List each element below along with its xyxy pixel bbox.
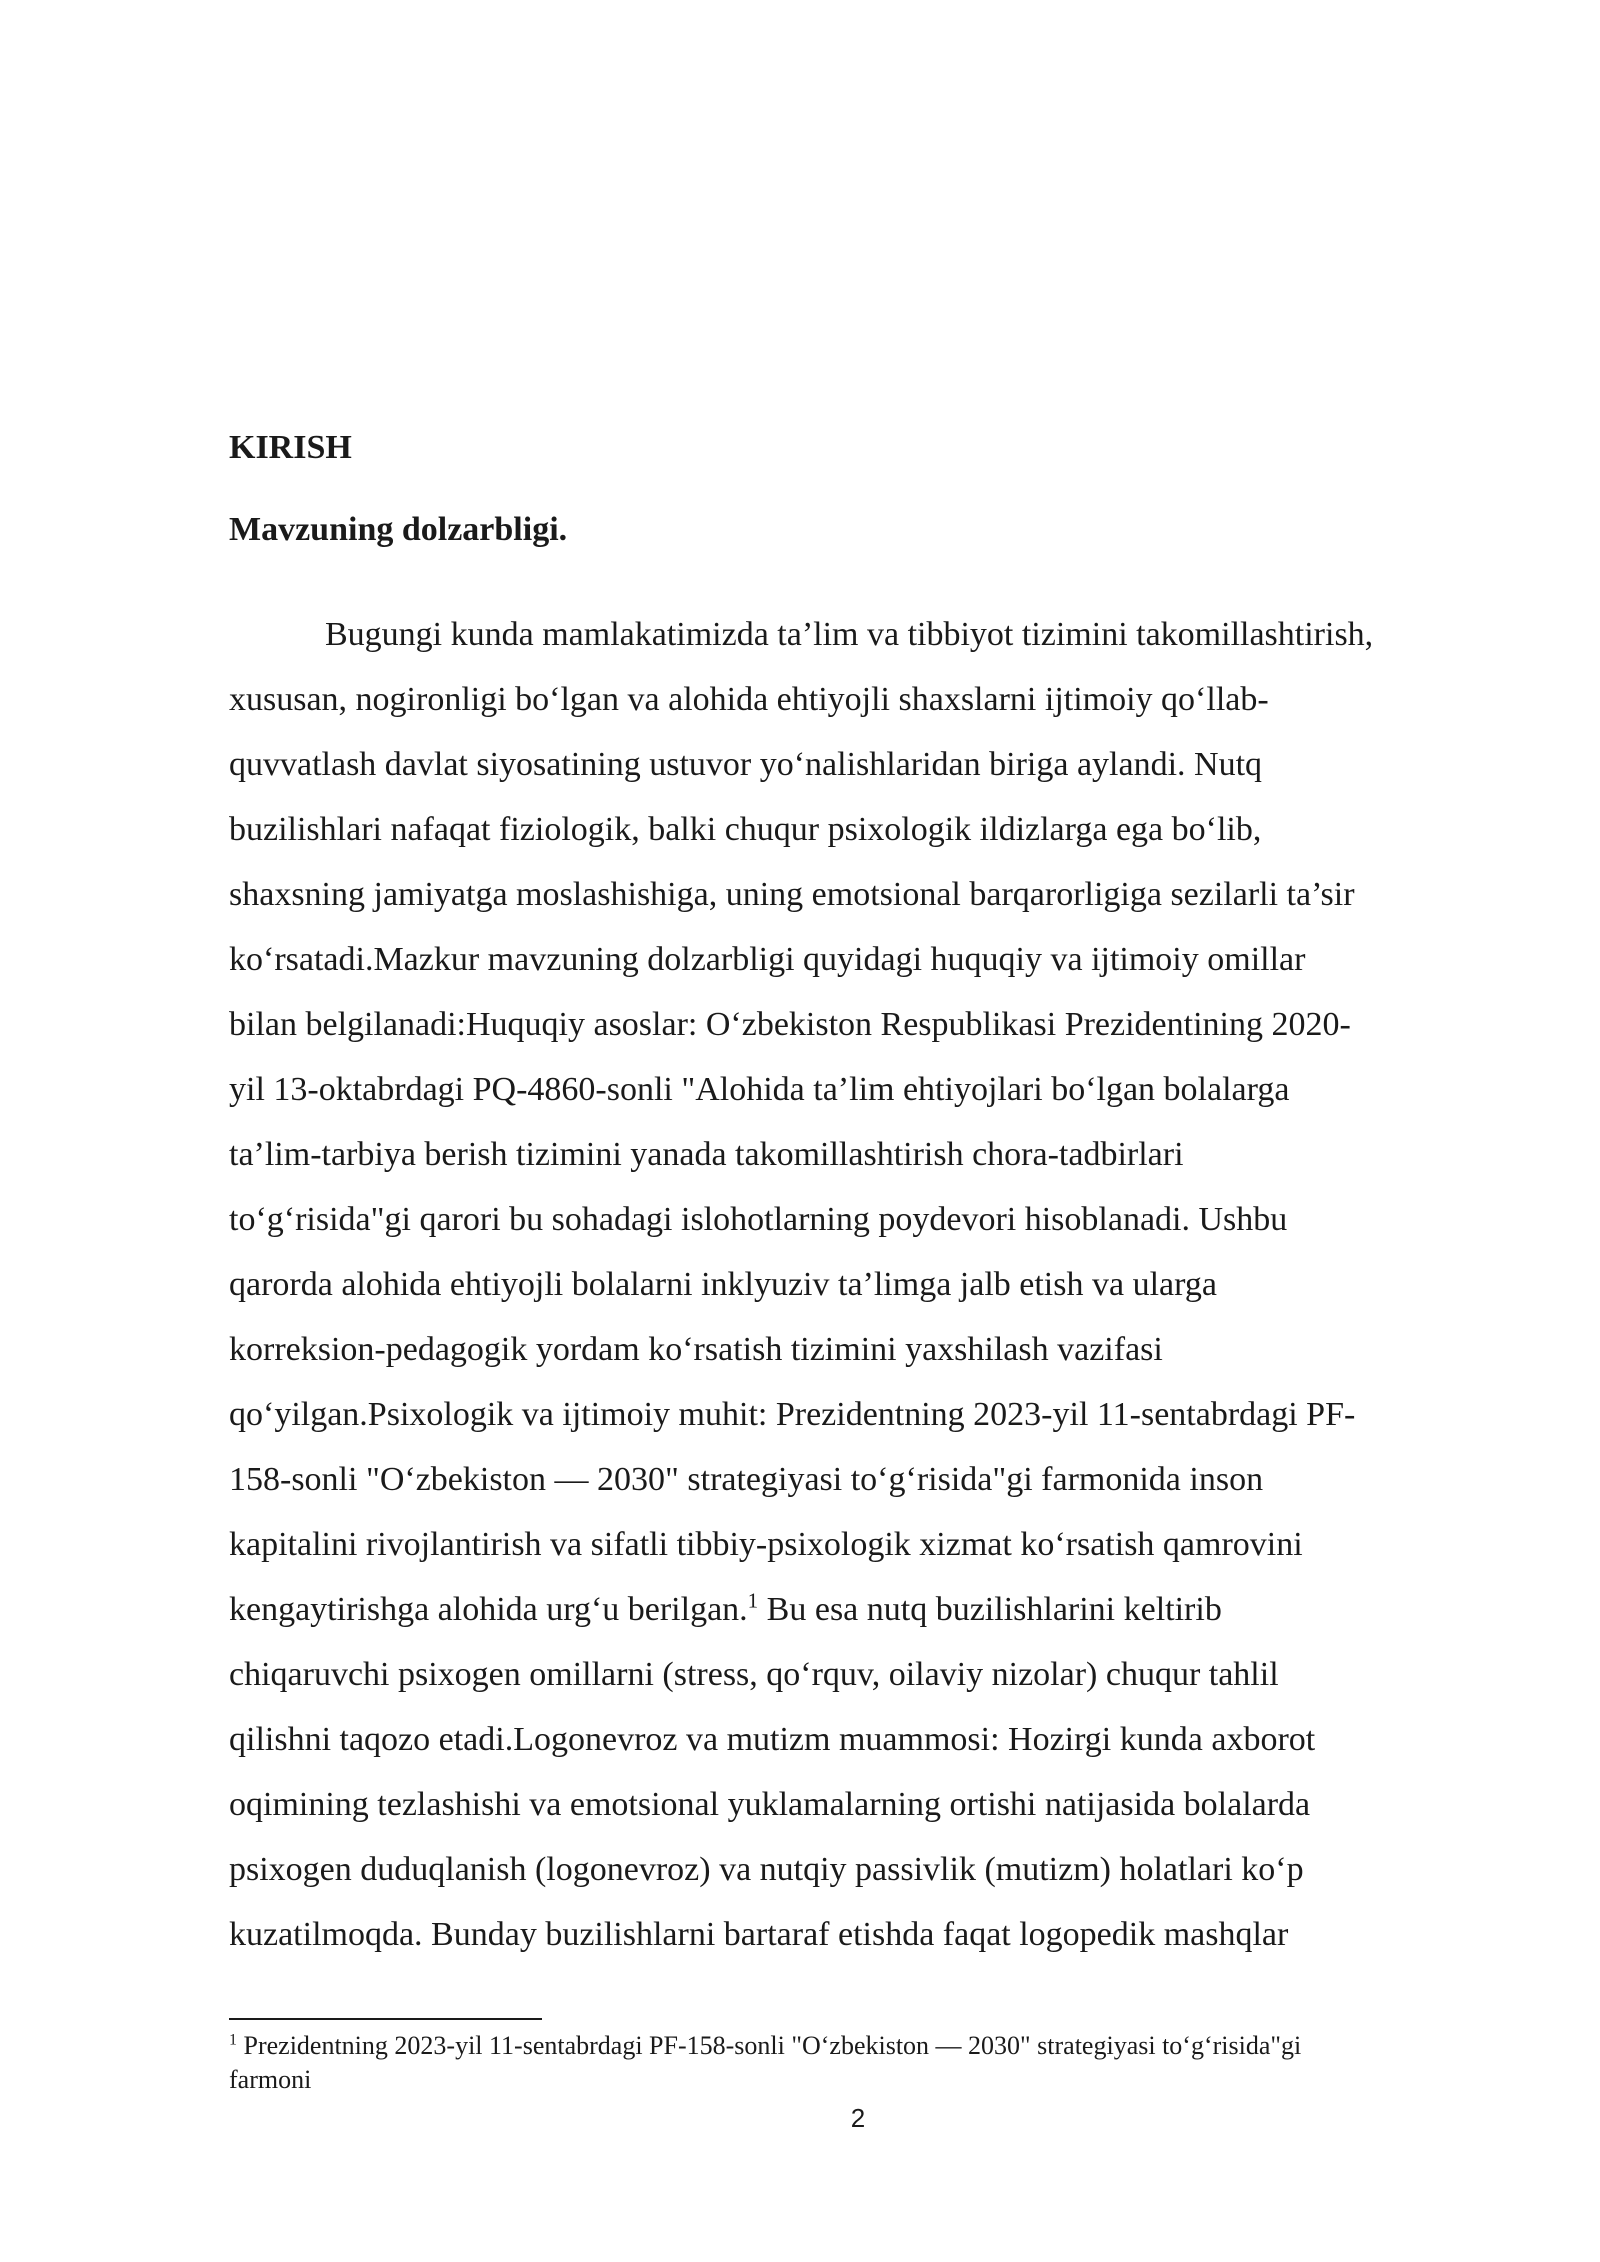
body-line: yil 13-oktabrdagi PQ-4860-sonli "Alohida ta’lim ehtiyojlari bo‘lgan bolalarga (229, 1071, 1290, 1108)
body-line: 158-sonli "O‘zbekiston — 2030" strategiyasi to‘g‘risida"gi farmonida inson (229, 1461, 1264, 1498)
body-line: oqimining tezlashishi va emotsional yuklamalarning ortishi natijasida bolalarda (229, 1786, 1311, 1823)
body-line: bilan belgilanadi:Huquqiy asoslar: O‘zbekiston Respublikasi Prezidentining 2020- (229, 1006, 1351, 1043)
body-line: to‘g‘risida"gi qarori bu sohadagi islohotlarning poydevori hisoblanadi. Ushbu (229, 1201, 1288, 1238)
footnote-marker: 1 (229, 2031, 237, 2049)
body-line: korreksion-pedagogik yordam ko‘rsatish tizimini yaxshilash vazifasi (229, 1331, 1163, 1368)
body-line: ta’lim-tarbiya berish tizimini yanada takomillashtirish chora-tadbirlari (229, 1136, 1184, 1173)
footnote-reference[interactable]: 1 (747, 1588, 759, 1613)
body-line: Bugungi kunda mamlakatimizda ta’lim va tibbiyot tizimini takomillashtirish, (325, 616, 1374, 653)
body-line: ko‘rsatadi.Mazkur mavzuning dolzarbligi quyidagi huquqiy va ijtimoiy omillar (229, 941, 1306, 978)
body-line: qo‘yilgan.Psixologik va ijtimoiy muhit: Prezidentning 2023-yil 11-sentabrdagi PF- (229, 1396, 1356, 1433)
body-line: quvvatlash davlat siyosatining ustuvor yo‘nalishlaridan biriga aylandi. Nutq (229, 746, 1263, 783)
body-line: xususan, nogironligi bo‘lgan va alohida ehtiyojli shaxslarni ijtimoiy qo‘llab- (229, 681, 1269, 718)
body-line (229, 1590, 1222, 1630)
page-number: 2 (850, 2103, 866, 2133)
section-heading: KIRISH (229, 429, 352, 466)
body-line-text: kengaytirishga alohida urg‘u berilgan. (229, 1591, 748, 1628)
body-line: buzilishlari nafaqat fiziologik, balki chuqur psixologik ildizlarga ega bo‘lib, (229, 811, 1262, 848)
footnote-line: farmoni (229, 2065, 312, 2094)
body-line-text: Bu esa nutq buzilishlarini keltirib (758, 1591, 1222, 1628)
subsection-heading: Mavzuning dolzarbligi. (229, 511, 568, 548)
body-line: psixogen duduqlanish (logonevroz) va nutqiy passivlik (mutizm) holatlari ko‘p (229, 1851, 1304, 1888)
body-line: qarorda alohida ehtiyojli bolalarni inklyuziv ta’limga jalb etish va ularga (229, 1266, 1217, 1303)
body-line: kuzatilmoqda. Bunday buzilishlarni bartaraf etishda faqat logopedik mashqlar (229, 1916, 1289, 1953)
body-line: shaxsning jamiyatga moslashishiga, uning emotsional barqarorligiga sezilarli ta’sir (229, 876, 1355, 913)
footnote-line (229, 2030, 1301, 2061)
body-line: kapitalini rivojlantirish va sifatli tibbiy-psixologik xizmat ko‘rsatish qamrovini (229, 1526, 1303, 1563)
footnote-text: Prezidentning 2023-yil 11-sentabrdagi PF-158-sonli "O‘zbekiston — 2030" strategiyasi to‘g‘risida"gi (243, 2031, 1302, 2060)
footnote-separator (229, 2018, 542, 2020)
body-line: qilishni taqozo etadi.Logonevroz va mutizm muammosi: Hozirgi kunda axborot (229, 1721, 1316, 1758)
body-line: chiqaruvchi psixogen omillarni (stress, qo‘rquv, oilaviy nizolar) chuqur tahlil (229, 1656, 1279, 1693)
